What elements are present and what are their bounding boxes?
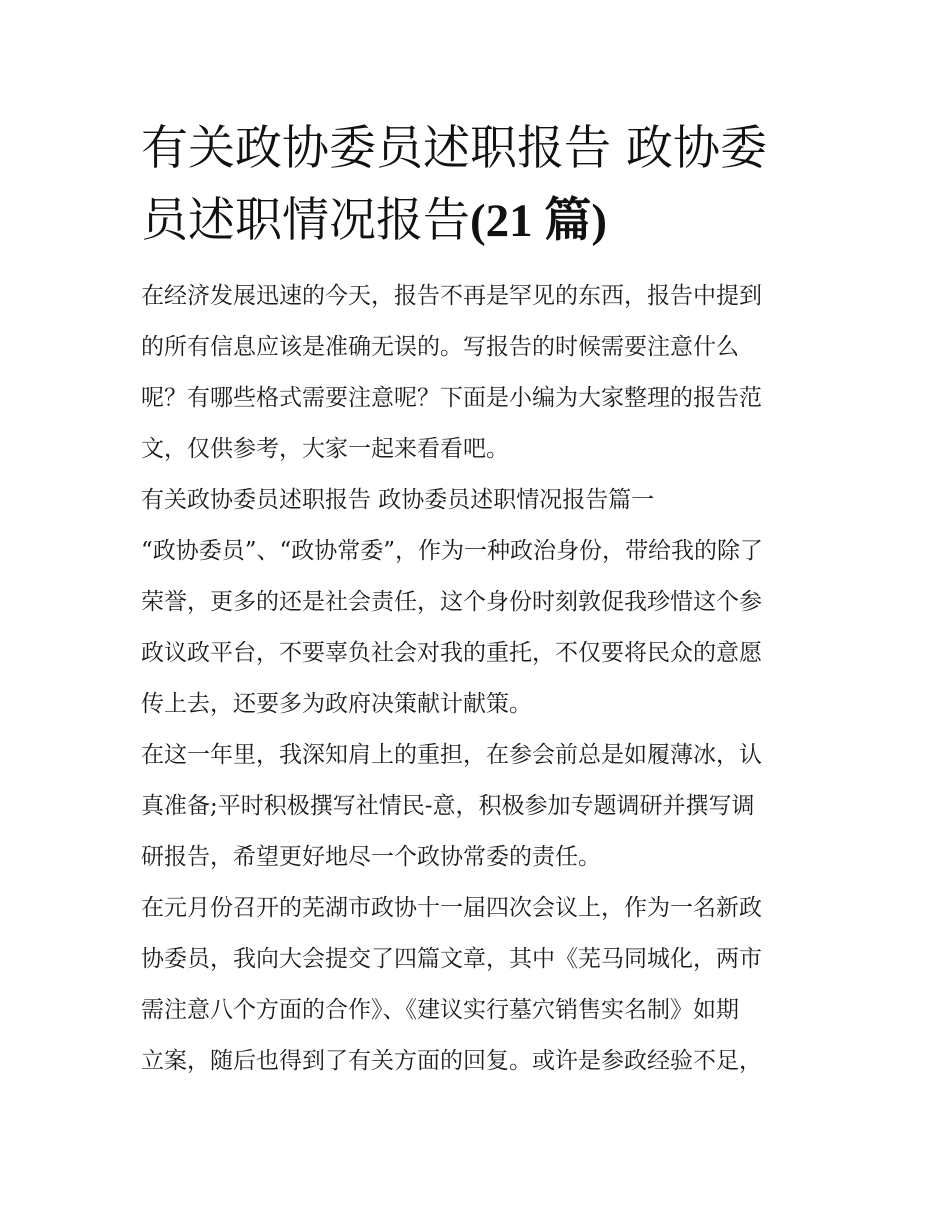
body-paragraph (141, 730, 813, 883)
section-heading (141, 475, 813, 526)
title-text: 员述职情况报告 (141, 193, 470, 248)
text-line: 文，仅供参考，大家一起来看看吧。 (141, 436, 509, 462)
intro-paragraph (141, 271, 813, 475)
document-body (141, 113, 813, 1087)
text-line: 在元月份召开的芜湖市政协十一届四次会议上，作为一名新政 (141, 895, 762, 921)
title-count: (21 篇) (470, 195, 608, 247)
text-line: 政议政平台，不要辜负社会对我的重托，不仅要将民众的意愿 (141, 640, 762, 666)
text-line: 需注意八个方面的合作》、《建议实行墓穴销售实名制》如期 (141, 997, 739, 1023)
text-line: 在经济发展迅速的今天，报告不再是罕见的东西，报告中提到 (141, 283, 762, 309)
text-line: 荣誉，更多的还是社会责任，这个身份时刻敦促我珍惜这个参 (141, 589, 762, 615)
body-paragraph (141, 526, 813, 730)
text-line: 有关政协委员述职报告 政协委员述职情况报告篇一 (141, 487, 655, 513)
document-title (141, 113, 813, 257)
text-line: 传上去，还要多为政府决策献计献策。 (141, 691, 532, 717)
text-line: 研报告，希望更好地尽一个政协常委的责任。 (141, 844, 601, 870)
text-line: 的所有信息应该是准确无误的。写报告的时候需要注意什么 (141, 334, 739, 360)
title-line: 有关政协委员述职报告 政协委 (141, 121, 767, 176)
text-line: 呢？有哪些格式需要注意呢？下面是小编为大家整理的报告范 (141, 385, 762, 411)
body-paragraph (141, 883, 813, 1087)
text-line: 在这一年里，我深知肩上的重担，在参会前总是如履薄冰，认 (141, 742, 762, 768)
title-line (141, 185, 813, 257)
text-line: 立案，随后也得到了有关方面的回复。或许是参政经验不足， (141, 1048, 762, 1074)
text-line: “政协委员”、“政协常委”，作为一种政治身份，带给我的除了 (141, 538, 764, 564)
text-line: 真准备;平时积极撰写社情民-意，积极参加专题调研并撰写调 (141, 793, 755, 819)
text-line: 协委员，我向大会提交了四篇文章，其中《芜马同城化，两市 (141, 946, 762, 972)
